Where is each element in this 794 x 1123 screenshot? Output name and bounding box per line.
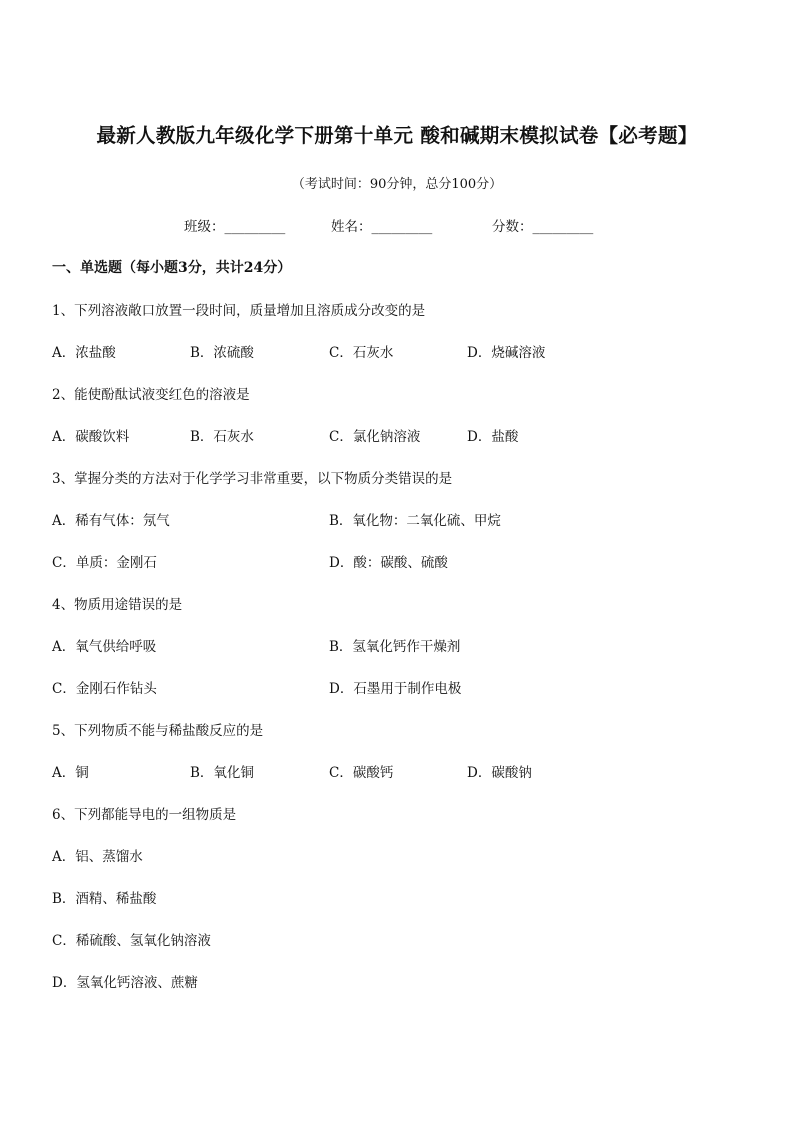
question-1-option-d: D．烧碱溶液 bbox=[467, 345, 546, 361]
question-4-option-c: C．金刚石作钻头 bbox=[52, 681, 157, 697]
section-heading: 一、单选题（每小题3分，共计24分） bbox=[52, 260, 292, 276]
question-2-option-b: B．石灰水 bbox=[190, 429, 254, 445]
question-3-stem: 3、掌握分类的方法对于化学学习非常重要，以下物质分类错误的是 bbox=[52, 471, 453, 487]
question-3-option-c: C．单质：金刚石 bbox=[52, 555, 157, 571]
question-2-option-a: A．碳酸饮料 bbox=[52, 429, 130, 445]
question-3-option-d: D．酸：碳酸、硫酸 bbox=[329, 555, 448, 571]
question-4-option-a: A．氧气供给呼吸 bbox=[52, 639, 157, 655]
question-2-stem: 2、能使酚酞试液变红色的溶液是 bbox=[52, 387, 250, 403]
question-1-option-c: C．石灰水 bbox=[329, 345, 394, 361]
question-6-option-b: B．酒精、稀盐酸 bbox=[52, 891, 157, 907]
question-6-option-c: C．稀硫酸、氢氧化钠溶液 bbox=[52, 933, 211, 949]
question-5-stem: 5、下列物质不能与稀盐酸反应的是 bbox=[52, 723, 264, 739]
question-1-option-a: A．浓盐酸 bbox=[52, 345, 116, 361]
question-4-option-d: D．石墨用于制作电极 bbox=[329, 681, 462, 697]
question-2-option-c: C．氯化钠溶液 bbox=[329, 429, 421, 445]
question-6-stem: 6、下列都能导电的一组物质是 bbox=[52, 807, 237, 823]
class-field: 班级：_________ bbox=[184, 219, 286, 235]
question-3-option-a: A．稀有气体：氖气 bbox=[52, 513, 170, 529]
question-2-option-d: D．盐酸 bbox=[467, 429, 519, 445]
exam-info: （考试时间：90分钟，总分100分） bbox=[291, 177, 503, 192]
question-6-option-a: A．铝、蒸馏水 bbox=[52, 849, 143, 865]
question-1-option-b: B．浓硫酸 bbox=[190, 345, 254, 361]
question-5-option-c: C．碳酸钙 bbox=[329, 765, 394, 781]
page-title: 最新人教版九年级化学下册第十单元 酸和碱期末模拟试卷【必考题】 bbox=[96, 124, 698, 147]
question-5-option-a: A．铜 bbox=[52, 765, 89, 781]
question-4-option-b: B．氢氧化钙作干燥剂 bbox=[329, 639, 461, 655]
score-field: 分数：_________ bbox=[492, 219, 594, 235]
question-5-option-d: D．碳酸钠 bbox=[467, 765, 532, 781]
question-5-option-b: B．氧化铜 bbox=[190, 765, 254, 781]
question-6-option-d: D．氢氧化钙溶液、蔗糖 bbox=[52, 975, 198, 991]
question-3-option-b: B．氧化物：二氧化硫、甲烷 bbox=[329, 513, 501, 529]
name-field: 姓名：_________ bbox=[331, 219, 433, 235]
question-1-stem: 1、下列溶液敞口放置一段时间，质量增加且溶质成分改变的是 bbox=[52, 303, 426, 319]
question-4-stem: 4、物质用途错误的是 bbox=[52, 597, 183, 613]
